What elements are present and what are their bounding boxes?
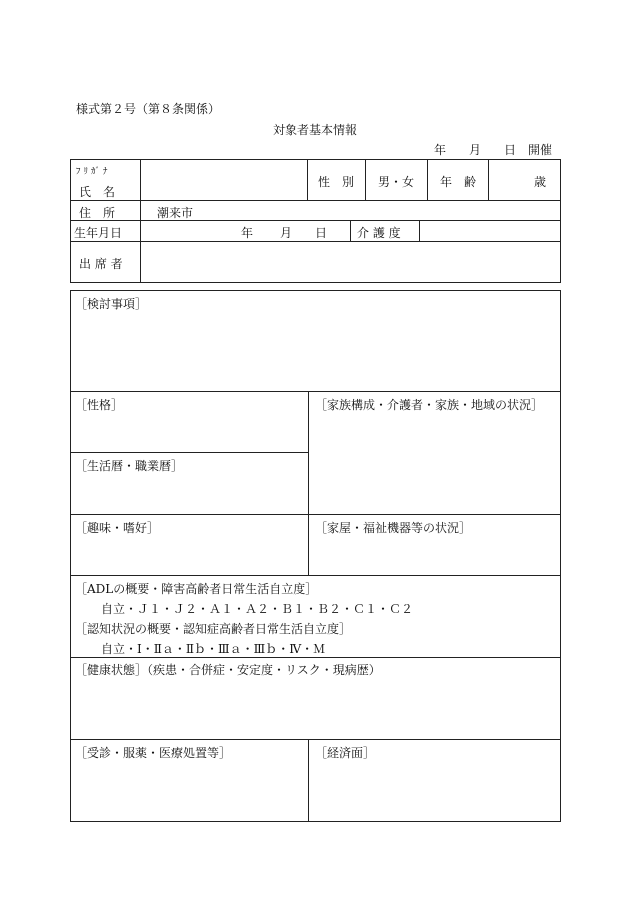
housing-label: ［家屋・福祉機器等の状況］ — [315, 521, 472, 535]
furigana-label: ﾌﾘｶﾞﾅ — [76, 167, 111, 177]
name-label: 氏 名 — [79, 185, 116, 199]
birthdate-label: 生年月日 — [74, 226, 123, 240]
age-unit: 歳 — [534, 175, 547, 189]
held-year: 年 — [434, 143, 447, 157]
held-day: 日 開催 — [504, 143, 553, 157]
cognitive-scale[interactable]: 自立・Ⅰ・Ⅱａ・Ⅱｂ・Ⅲａ・Ⅲｂ・Ⅳ・Ｍ — [101, 642, 326, 656]
name-field[interactable] — [141, 160, 307, 200]
economy-label: ［経済面］ — [315, 746, 376, 760]
health-title: ［健康状態］（疾患・合併症・安定度・リスク・現病歴） — [75, 663, 381, 677]
sex-options[interactable]: 男・女 — [378, 175, 415, 189]
hobbies-label: ［趣味・嗜好］ — [75, 521, 160, 535]
age-label: 年 齢 — [440, 175, 477, 189]
address-value[interactable]: 潮来市 — [157, 206, 194, 220]
medical-label: ［受診・服薬・医療処置等］ — [75, 746, 232, 760]
attendees-field[interactable] — [141, 242, 560, 282]
held-month: 月 — [469, 143, 482, 157]
attendees-label: 出 席 者 — [79, 257, 123, 271]
document-title: 対象者基本情報 — [272, 123, 357, 137]
family-label: ［家族構成・介護者・家族・地域の状況］ — [315, 398, 544, 412]
birth-year: 年 — [241, 226, 254, 240]
cognitive-title: ［認知状況の概要・認知症高齢者日常生活自立度］ — [75, 622, 352, 636]
life-history-label: ［生活暦・職業暦］ — [75, 459, 184, 473]
address-label: 住 所 — [79, 206, 116, 220]
adl-title: ［ADLの概要・障害高齢者日常生活自立度］ — [75, 582, 318, 596]
birth-day: 日 — [315, 226, 328, 240]
care-level-label: 介 護 度 — [357, 226, 401, 240]
care-level-field[interactable] — [420, 221, 560, 240]
personality-label: ［性格］ — [75, 398, 124, 412]
detail-table — [70, 290, 561, 822]
form-number: 様式第２号（第８条関係） — [76, 102, 221, 116]
sex-label: 性 別 — [318, 175, 355, 189]
adl-scale[interactable]: 自立・Ｊ１・Ｊ２・Ａ１・Ａ２・Ｂ１・Ｂ２・Ｃ１・Ｃ２ — [101, 602, 414, 616]
review-items-label: ［検討事項］ — [75, 297, 148, 311]
birth-month: 月 — [280, 226, 293, 240]
